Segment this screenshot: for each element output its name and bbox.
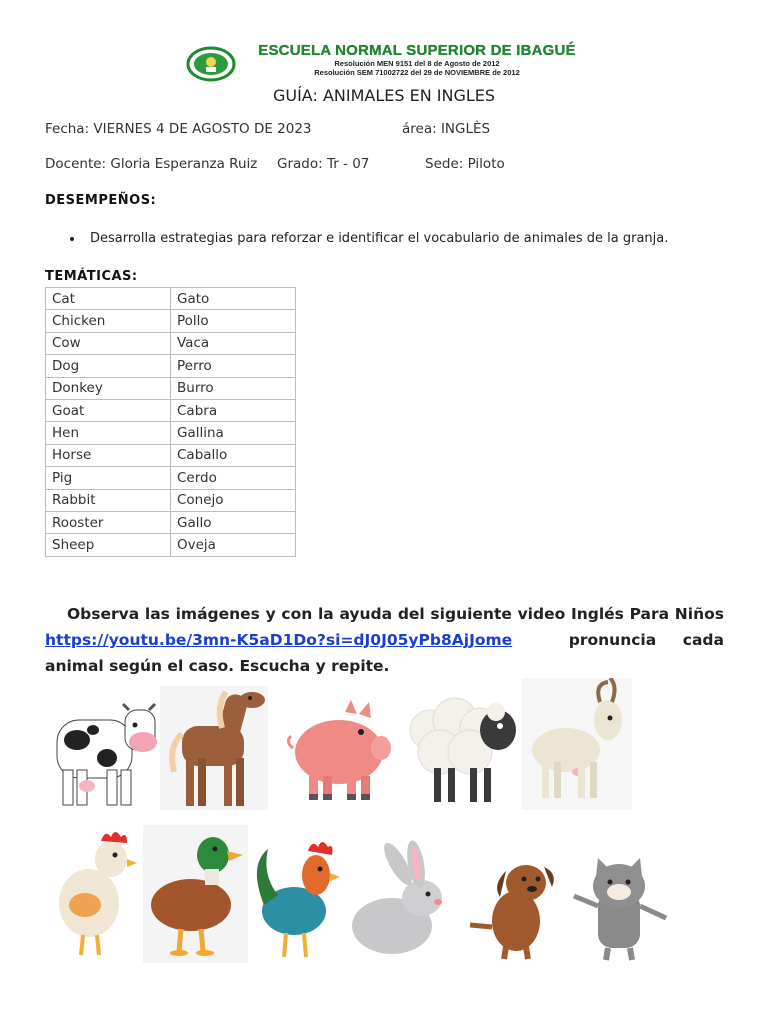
spanish-word-cell: Gallina [171, 422, 296, 444]
area-field: área: INGLÈS [402, 121, 491, 137]
performance-list [64, 231, 764, 246]
chicken-illustration [45, 825, 143, 963]
cat-illustration [568, 856, 672, 963]
english-word-cell: Goat [46, 399, 171, 421]
spanish-word-cell: Cerdo [171, 467, 296, 489]
duck-illustration [143, 825, 248, 963]
spanish-word-cell: Gallo [171, 511, 296, 533]
table-row [46, 489, 296, 511]
english-word-cell: Cow [46, 332, 171, 354]
english-word-cell: Rooster [46, 511, 171, 533]
resolution-men: Resolución MEN 9151 del 8 de Agosto de 2012 [334, 59, 500, 68]
rooster-illustration [248, 835, 344, 963]
table-row [46, 355, 296, 377]
school-name: ESCUELA NORMAL SUPERIOR DE IBAGUÉ [258, 42, 576, 59]
english-word-cell: Cat [46, 288, 171, 310]
date-field: Fecha: VIERNES 4 DE AGOSTO DE 2023 [45, 121, 312, 137]
pig-illustration [285, 696, 397, 804]
page-title: GUÍA: ANIMALES EN INGLES [272, 86, 496, 105]
instruction-paragraph [45, 601, 724, 679]
goat-illustration [522, 678, 632, 810]
english-word-cell: Pig [46, 467, 171, 489]
english-word-cell: Rabbit [46, 489, 171, 511]
horse-illustration [160, 686, 268, 810]
dog-illustration [466, 855, 562, 963]
campus-field: Sede: Piloto [425, 156, 505, 172]
instruction-text: Observa las imágenes y con la ayuda del siguiente video Inglés Para Niños [67, 605, 724, 623]
cow-illustration [45, 700, 160, 810]
spanish-word-cell: Vaca [171, 332, 296, 354]
table-row [46, 534, 296, 556]
english-word-cell: Chicken [46, 310, 171, 332]
table-row [46, 511, 296, 533]
table-row [46, 467, 296, 489]
resolution-sem: Resolución SEM 71002722 del 29 de NOVIEMBRE de 2012 [314, 68, 520, 77]
spanish-word-cell: Conejo [171, 489, 296, 511]
english-word-cell: Dog [46, 355, 171, 377]
table-row [46, 332, 296, 354]
table-row [46, 399, 296, 421]
grade-field: Grado: Tr - 07 [277, 156, 370, 172]
performance-heading: DESEMPEÑOS: [45, 193, 157, 208]
table-row [46, 377, 296, 399]
english-word-cell: Horse [46, 444, 171, 466]
school-header [252, 42, 582, 77]
table-row [46, 310, 296, 332]
table-row [46, 288, 296, 310]
rabbit-illustration [344, 838, 448, 963]
spanish-word-cell: Burro [171, 377, 296, 399]
spanish-word-cell: Gato [171, 288, 296, 310]
video-link[interactable]: https://youtu.be/3mn-K5aD1Do?si=dJ0J05yPb8AjJome [45, 631, 513, 649]
performance-item: • Desarrolla estrategias para reforzar e identificar el vocabulario de animales de la granja. [84, 231, 764, 246]
spanish-word-cell: Caballo [171, 444, 296, 466]
table-row [46, 422, 296, 444]
vocabulary-table [45, 287, 296, 557]
spanish-word-cell: Oveja [171, 534, 296, 556]
english-word-cell: Donkey [46, 377, 171, 399]
school-logo [186, 46, 236, 82]
spanish-word-cell: Perro [171, 355, 296, 377]
english-word-cell: Hen [46, 422, 171, 444]
teacher-field: Docente: Gloria Esperanza Ruiz [45, 156, 258, 172]
sheep-illustration [400, 690, 522, 808]
spanish-word-cell: Cabra [171, 399, 296, 421]
spanish-word-cell: Pollo [171, 310, 296, 332]
english-word-cell: Sheep [46, 534, 171, 556]
table-row [46, 444, 296, 466]
instruction-text-end: pronuncia cada animal según el caso. Escucha y repite. [45, 631, 724, 675]
topics-heading: TEMÁTICAS: [45, 269, 138, 284]
